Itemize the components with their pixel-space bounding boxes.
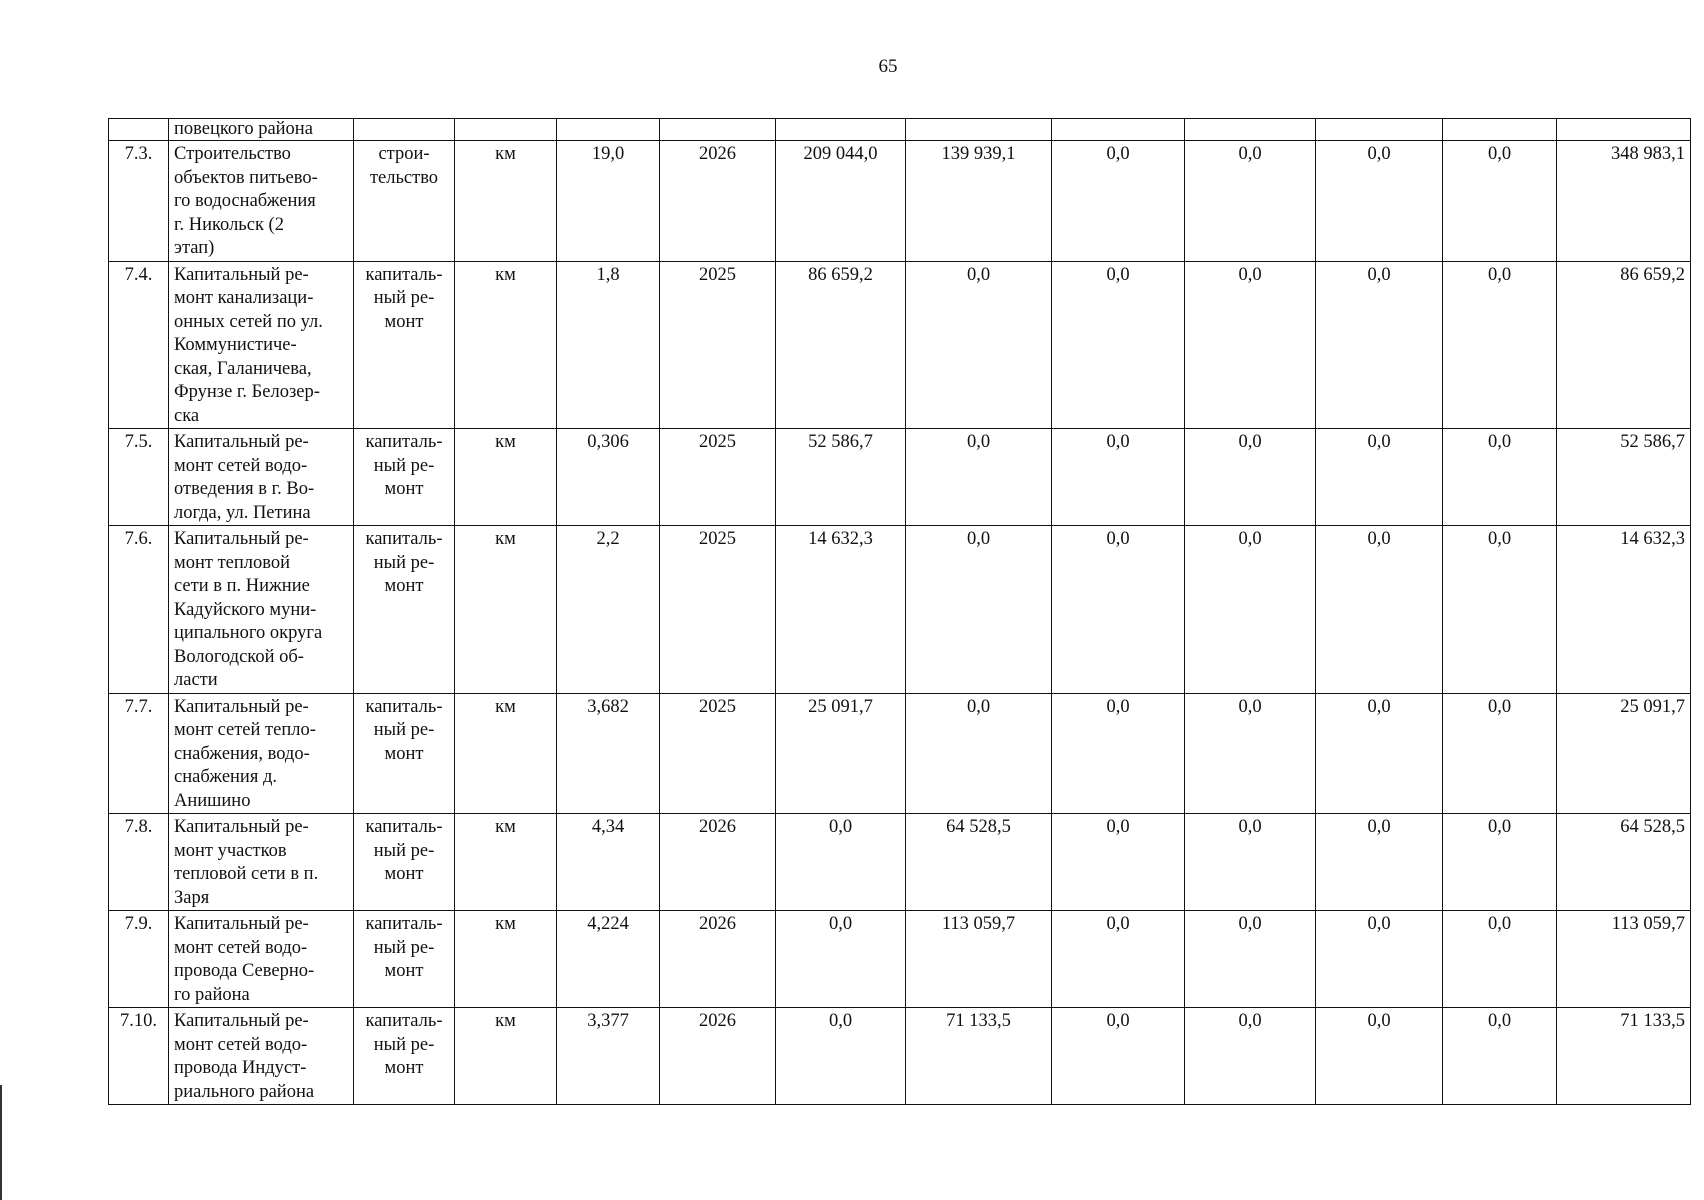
table-row [109, 1008, 1691, 1105]
continuation-row [109, 119, 1691, 141]
table-row [109, 141, 1691, 262]
cell-year: 2025 [660, 526, 776, 694]
cell-quantity: 3,377 [557, 1008, 660, 1105]
cell-num [109, 119, 169, 141]
cell-year: 2026 [660, 1008, 776, 1105]
cell-value-5: 0,0 [1316, 526, 1443, 694]
cell-value-4: 0,0 [1185, 526, 1316, 694]
cell-unit: км [455, 911, 557, 1008]
table-row [109, 261, 1691, 429]
cell-value-5: 0,0 [1316, 814, 1443, 911]
cell-value-4: 0,0 [1185, 1008, 1316, 1105]
cell-total: 64 528,5 [1557, 814, 1691, 911]
cell-num: 7.10. [109, 1008, 169, 1105]
cell-work-type: капиталь- ный ре- монт [354, 526, 455, 694]
cell-value-5: 0,0 [1316, 141, 1443, 262]
cell-value-2: 0,0 [906, 693, 1052, 814]
cell-value-1: 86 659,2 [776, 261, 906, 429]
cell-value-6: 0,0 [1443, 693, 1557, 814]
cell-value-1: 0,0 [776, 814, 906, 911]
cell-year: 2026 [660, 141, 776, 262]
cell-name: Капитальный ре- монт сетей водо- провода Индуст- риального района [169, 1008, 354, 1105]
page-number: 65 [878, 56, 898, 77]
cell-unit: км [455, 429, 557, 526]
cell-value-3: 0,0 [1052, 693, 1185, 814]
cell-total: 113 059,7 [1557, 911, 1691, 1008]
cell-value-3: 0,0 [1052, 911, 1185, 1008]
cell-value-5: 0,0 [1316, 911, 1443, 1008]
cell-num: 7.3. [109, 141, 169, 262]
cell-name: Капитальный ре- монт канализаци- онных сетей по ул. Коммунистиче- ская, Галаничева, Фрунзе г. Белозер- ска [169, 261, 354, 429]
cell-value-2: 0,0 [906, 429, 1052, 526]
cell-year: 2025 [660, 261, 776, 429]
cell-value-1: 52 586,7 [776, 429, 906, 526]
cell-value-1: 0,0 [776, 1008, 906, 1105]
cell-name: Капитальный ре- монт сетей водо- отведения в г. Во- логда, ул. Петина [169, 429, 354, 526]
cell-value-2: 113 059,7 [906, 911, 1052, 1008]
cell-year: 2025 [660, 429, 776, 526]
cell-num: 7.6. [109, 526, 169, 694]
cell-value-3: 0,0 [1052, 141, 1185, 262]
cell-unit: км [455, 526, 557, 694]
cell-total: 14 632,3 [1557, 526, 1691, 694]
cell-value-4: 0,0 [1185, 429, 1316, 526]
cell-work-type: капиталь- ный ре- монт [354, 261, 455, 429]
cell-value-6: 0,0 [1443, 1008, 1557, 1105]
cell-value-4: 0,0 [1185, 261, 1316, 429]
cell-value-2: 139 939,1 [906, 141, 1052, 262]
cell-value-2: 71 133,5 [906, 1008, 1052, 1105]
cell-total: 71 133,5 [1557, 1008, 1691, 1105]
cell-value-6: 0,0 [1443, 911, 1557, 1008]
cell-value-3: 0,0 [1052, 1008, 1185, 1105]
cell-total: 348 983,1 [1557, 141, 1691, 262]
cell-value-5: 0,0 [1316, 693, 1443, 814]
cell-name: Капитальный ре- монт тепловой сети в п. Нижние Кадуйского муни- ципального округа Вологодской об- ласти [169, 526, 354, 694]
cell-quantity: 4,224 [557, 911, 660, 1008]
cell-quantity: 4,34 [557, 814, 660, 911]
cell-value-6: 0,0 [1443, 429, 1557, 526]
cell-value-4: 0,0 [1185, 911, 1316, 1008]
cell-value-6: 0,0 [1443, 141, 1557, 262]
cell-value-6: 0,0 [1443, 526, 1557, 694]
cell-quantity: 19,0 [557, 141, 660, 262]
cell-value-5: 0,0 [1316, 261, 1443, 429]
table-row [109, 693, 1691, 814]
table-row [109, 429, 1691, 526]
cell-name: Капитальный ре- монт участков тепловой сети в п. Заря [169, 814, 354, 911]
cell-num: 7.7. [109, 693, 169, 814]
cell-value-3: 0,0 [1052, 526, 1185, 694]
cell-num: 7.9. [109, 911, 169, 1008]
cell-year: 2026 [660, 911, 776, 1008]
cell-value-1: 14 632,3 [776, 526, 906, 694]
cell-work-type: капиталь- ный ре- монт [354, 814, 455, 911]
cell-name: Строительство объектов питьево- го водоснабжения г. Никольск (2 этап) [169, 141, 354, 262]
cell-value-4: 0,0 [1185, 141, 1316, 262]
cell-work-type: капиталь- ный ре- монт [354, 693, 455, 814]
cell-unit: км [455, 141, 557, 262]
cell-unit: км [455, 693, 557, 814]
cell-name: Капитальный ре- монт сетей тепло- снабжения, водо- снабжения д. Анишино [169, 693, 354, 814]
cell-unit: км [455, 261, 557, 429]
cell-value-3: 0,0 [1052, 429, 1185, 526]
cell-quantity: 3,682 [557, 693, 660, 814]
cell-value-4: 0,0 [1185, 814, 1316, 911]
cell-value-4: 0,0 [1185, 693, 1316, 814]
cell-name: Капитальный ре- монт сетей водо- провода Северно- го района [169, 911, 354, 1008]
margin-scan-mark [0, 1085, 2, 1200]
cell-unit: км [455, 1008, 557, 1105]
cell-total: 52 586,7 [1557, 429, 1691, 526]
table-row [109, 526, 1691, 694]
cell-total: 86 659,2 [1557, 261, 1691, 429]
investment-table [108, 118, 1691, 1105]
cell-value-6: 0,0 [1443, 261, 1557, 429]
cell-value-5: 0,0 [1316, 1008, 1443, 1105]
table-row [109, 814, 1691, 911]
cell-quantity: 0,306 [557, 429, 660, 526]
cell-work-type: капиталь- ный ре- монт [354, 1008, 455, 1105]
cell-num: 7.8. [109, 814, 169, 911]
cell-value-3: 0,0 [1052, 261, 1185, 429]
cell-value-2: 0,0 [906, 526, 1052, 694]
cell-value-5: 0,0 [1316, 429, 1443, 526]
cell-unit: км [455, 814, 557, 911]
cell-quantity: 1,8 [557, 261, 660, 429]
cell-value-6: 0,0 [1443, 814, 1557, 911]
cell-value-1: 0,0 [776, 911, 906, 1008]
cell-value-1: 209 044,0 [776, 141, 906, 262]
cell-value-3: 0,0 [1052, 814, 1185, 911]
cell-year: 2025 [660, 693, 776, 814]
cell-work-type: капиталь- ный ре- монт [354, 911, 455, 1008]
cell-quantity: 2,2 [557, 526, 660, 694]
cell-num: 7.5. [109, 429, 169, 526]
cell-year: 2026 [660, 814, 776, 911]
cell-work-type: строи- тельство [354, 141, 455, 262]
cell-name: повецкого района [169, 119, 354, 141]
cell-work-type: капиталь- ный ре- монт [354, 429, 455, 526]
cell-value-2: 0,0 [906, 261, 1052, 429]
cell-total: 25 091,7 [1557, 693, 1691, 814]
cell-num: 7.4. [109, 261, 169, 429]
table-row [109, 911, 1691, 1008]
cell-value-1: 25 091,7 [776, 693, 906, 814]
cell-value-2: 64 528,5 [906, 814, 1052, 911]
